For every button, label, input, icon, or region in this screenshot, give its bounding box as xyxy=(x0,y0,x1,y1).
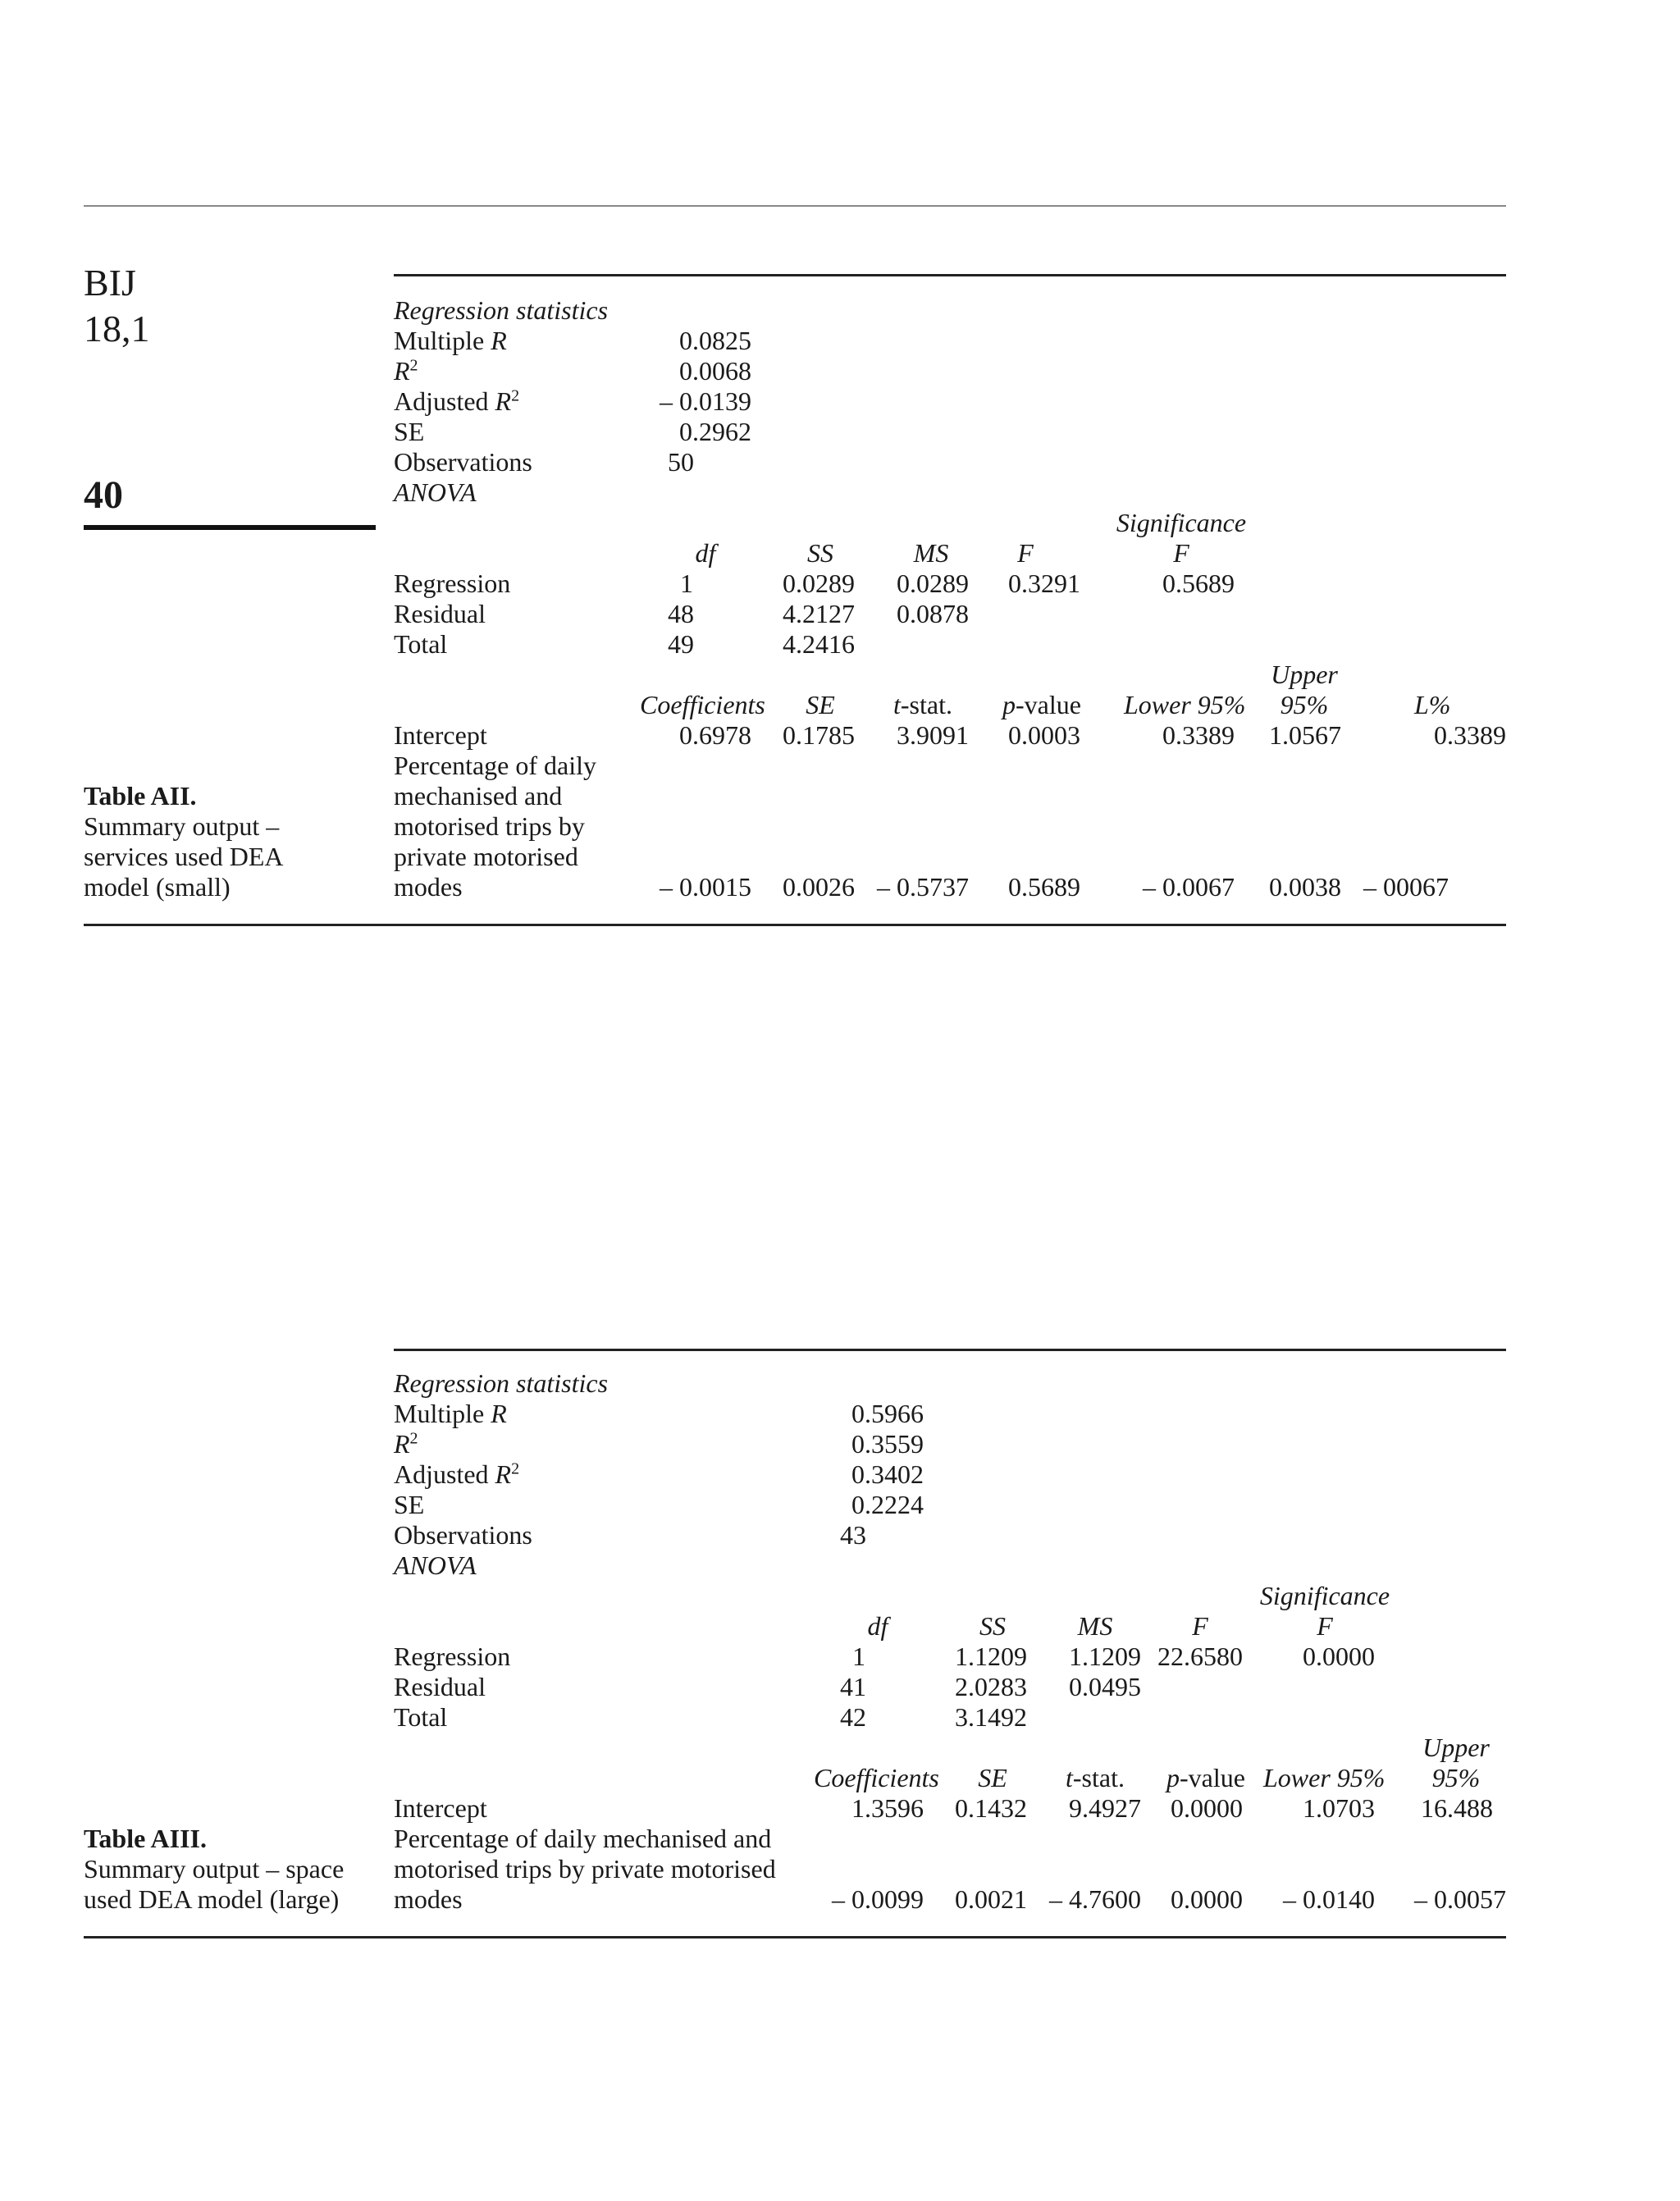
header-rule xyxy=(84,205,1506,207)
col-header: t-stat. xyxy=(893,690,952,719)
caption-label: Table AII. xyxy=(84,781,197,811)
col-header: F xyxy=(1173,538,1189,568)
stat-value: 0.2962 xyxy=(679,417,751,446)
col-header: F xyxy=(1017,538,1034,568)
table-top-rule xyxy=(394,274,1506,276)
stat-label: Adjusted $R^2$ xyxy=(394,386,520,416)
cell: 0.5689 xyxy=(1162,569,1235,598)
col-header: L% xyxy=(1414,690,1451,719)
page-number-rule xyxy=(84,525,376,530)
cell: 0.0003 xyxy=(1008,720,1080,750)
caption-line: services used DEA xyxy=(84,842,284,871)
col-header: Lower 95% xyxy=(1263,1763,1386,1792)
cell: 49 xyxy=(668,629,694,659)
anova-row-label: Regression xyxy=(394,569,511,598)
coef-row-label: mechanised and xyxy=(394,781,563,811)
stat-value: 0.3402 xyxy=(851,1459,924,1489)
cell: – 0.5737 xyxy=(877,872,969,902)
cell: 0.3389 xyxy=(1162,720,1235,750)
stats-title: Regression statistics xyxy=(394,295,609,325)
table-bottom-rule xyxy=(84,924,1506,926)
stat-value: – 0.0139 xyxy=(660,386,751,416)
caption-line: Summary output – space xyxy=(84,1854,345,1884)
anova-row-label: Residual xyxy=(394,599,486,628)
col-header: p-value xyxy=(1166,1763,1245,1792)
page-number: 40 xyxy=(84,473,123,517)
cell: – 4.7600 xyxy=(1049,1884,1141,1914)
cell: 0.0878 xyxy=(897,599,969,628)
coef-row-label: Intercept xyxy=(394,720,487,750)
cell: 1 xyxy=(680,569,693,598)
col-header: p-value xyxy=(1002,690,1081,719)
col-header: Upper xyxy=(1271,660,1338,689)
col-header: t-stat. xyxy=(1066,1763,1125,1792)
cell: 4.2416 xyxy=(783,629,855,659)
stats-title: Regression statistics xyxy=(394,1368,609,1398)
cell: 1 xyxy=(852,1642,865,1671)
journal-volume: 18,1 xyxy=(84,308,150,349)
stat-label: SE xyxy=(394,417,425,446)
stat-label: Observations xyxy=(394,447,532,477)
caption-line: Summary output – xyxy=(84,811,280,841)
col-header: F xyxy=(1317,1611,1333,1641)
cell: 2.0283 xyxy=(955,1672,1027,1701)
cell: 1.1209 xyxy=(1069,1642,1141,1671)
stat-value: 0.0068 xyxy=(679,356,751,386)
cell: 0.0289 xyxy=(897,569,969,598)
cell: 0.0038 xyxy=(1269,872,1341,902)
col-header: Significance xyxy=(1259,1581,1390,1610)
stat-value: 0.3559 xyxy=(851,1429,924,1459)
col-header: MS xyxy=(913,538,949,568)
col-header: 95% xyxy=(1431,1763,1481,1792)
coef-row-label: modes xyxy=(394,1884,463,1914)
col-header: F xyxy=(1192,1611,1208,1641)
table-caption xyxy=(84,781,283,902)
cell: 0.0026 xyxy=(783,872,855,902)
stat-value: 0.0825 xyxy=(679,326,751,355)
cell: 0.0495 xyxy=(1069,1672,1141,1701)
stat-value: 0.5966 xyxy=(851,1399,924,1428)
col-header: 95% xyxy=(1280,690,1329,719)
anova-title: ANOVA xyxy=(394,477,477,507)
caption-label: Table AIII. xyxy=(84,1824,207,1853)
coef-row-label: Intercept xyxy=(394,1793,487,1823)
cell: – 0.0140 xyxy=(1283,1884,1375,1914)
cell: 48 xyxy=(668,599,694,628)
col-header: Upper xyxy=(1422,1733,1490,1762)
cell: 0.0000 xyxy=(1171,1884,1243,1914)
coef-row-label: motorised trips by private motorised xyxy=(394,1854,776,1884)
col-header: MS xyxy=(1077,1611,1113,1641)
cell: 0.1785 xyxy=(783,720,855,750)
col-header: Significance xyxy=(1116,508,1247,537)
anova-title: ANOVA xyxy=(394,1550,477,1580)
cell: 41 xyxy=(840,1672,866,1701)
cell: – 0.0099 xyxy=(832,1884,924,1914)
caption-line: used DEA model (large) xyxy=(84,1884,340,1914)
cell: 4.2127 xyxy=(783,599,855,628)
table-top-rule xyxy=(394,1349,1506,1351)
cell: 1.3596 xyxy=(851,1793,924,1823)
cell: 1.0567 xyxy=(1269,720,1341,750)
stat-label: $R^2$ xyxy=(394,356,418,386)
stat-label: Observations xyxy=(394,1520,532,1550)
cell: – 00067 xyxy=(1363,872,1449,902)
cell: 0.0289 xyxy=(783,569,855,598)
col-header: Lower 95% xyxy=(1124,690,1246,719)
coef-row-label: motorised trips by xyxy=(394,811,585,841)
cell: 0.0021 xyxy=(955,1884,1027,1914)
cell: – 0.0067 xyxy=(1143,872,1235,902)
cell: 16.488 xyxy=(1421,1793,1493,1823)
cell: 0.1432 xyxy=(955,1793,1027,1823)
stat-label: Multiple R xyxy=(394,1399,507,1428)
journal-abbrev: BIJ xyxy=(84,262,136,304)
col-header: Coefficients xyxy=(814,1763,939,1792)
stat-label: Multiple R xyxy=(394,326,507,355)
stat-label: SE xyxy=(394,1490,425,1519)
col-header: df xyxy=(867,1611,888,1641)
col-header: SE xyxy=(806,690,835,719)
coef-row-label: private motorised xyxy=(394,842,578,871)
table-caption xyxy=(84,1824,344,1915)
coef-row-label: Percentage of daily xyxy=(394,751,596,780)
anova-row-label: Regression xyxy=(394,1642,511,1671)
stat-value: 50 xyxy=(668,447,694,477)
table-bottom-rule xyxy=(84,1936,1506,1938)
cell: 9.4927 xyxy=(1069,1793,1141,1823)
caption-line: model (small) xyxy=(84,872,231,902)
coef-row-label: modes xyxy=(394,872,463,902)
stat-label: $R^2$ xyxy=(394,1429,418,1459)
stat-value: 0.2224 xyxy=(851,1490,924,1519)
anova-row-label: Total xyxy=(394,1702,448,1732)
cell: – 0.0015 xyxy=(660,872,751,902)
anova-row-label: Total xyxy=(394,629,448,659)
cell: 0.0000 xyxy=(1171,1793,1243,1823)
anova-row-label: Residual xyxy=(394,1672,486,1701)
cell: 0.3389 xyxy=(1434,720,1506,750)
col-header: Coefficients xyxy=(640,690,765,719)
cell: – 0.0057 xyxy=(1414,1884,1506,1914)
cell: 0.6978 xyxy=(679,720,751,750)
col-header: SS xyxy=(807,538,833,568)
cell: 1.0703 xyxy=(1303,1793,1375,1823)
cell: 0.3291 xyxy=(1008,569,1080,598)
cell: 22.6580 xyxy=(1157,1642,1243,1671)
col-header: df xyxy=(695,538,716,568)
cell: 3.9091 xyxy=(897,720,969,750)
cell: 1.1209 xyxy=(955,1642,1027,1671)
cell: 0.5689 xyxy=(1008,872,1080,902)
coef-row-label: Percentage of daily mechanised and xyxy=(394,1824,772,1853)
stat-value: 43 xyxy=(840,1520,866,1550)
col-header: SE xyxy=(978,1763,1007,1792)
stat-label: Adjusted $R^2$ xyxy=(394,1459,520,1489)
cell: 3.1492 xyxy=(955,1702,1027,1732)
col-header: SS xyxy=(979,1611,1006,1641)
cell: 0.0000 xyxy=(1303,1642,1375,1671)
cell: 42 xyxy=(840,1702,866,1732)
